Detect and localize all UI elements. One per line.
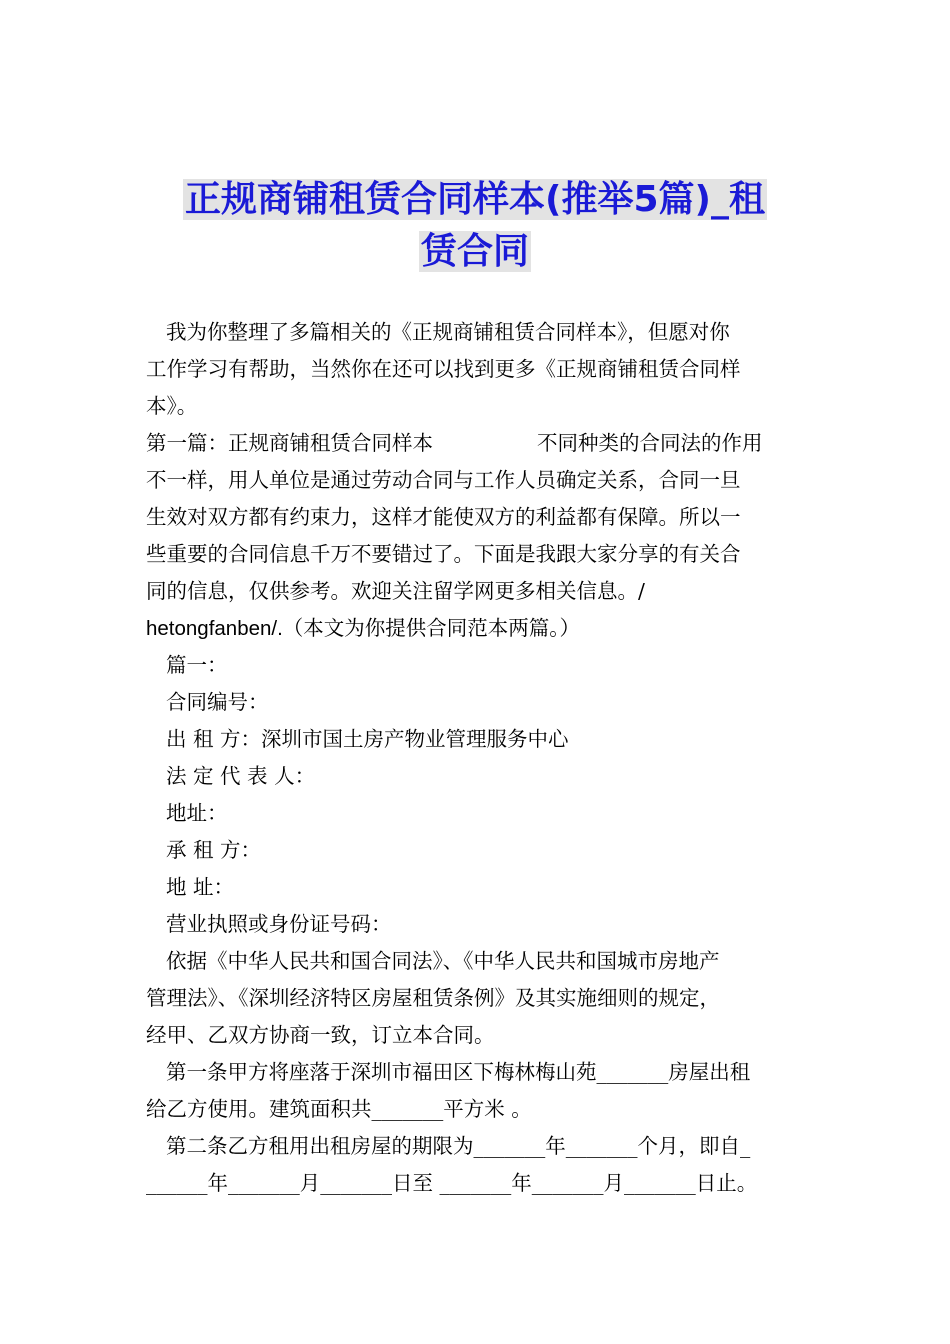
- paragraph-line: 同的信息，仅供参考。欢迎关注留学网更多相关信息。/: [146, 579, 645, 603]
- contract-number: 合同编号：: [166, 690, 269, 714]
- first-article-text: 不同种类的合同法的作用: [537, 431, 763, 455]
- article-1-line: 给乙方使用。建筑面积共_______平方米 。: [146, 1097, 532, 1121]
- basis-line: 经甲、乙双方协商一致，订立本合同。: [146, 1023, 495, 1047]
- address-field: 地 址：: [166, 875, 235, 899]
- intro-line: 本》。: [146, 394, 198, 418]
- link-text: hetongfanben/.: [146, 617, 283, 640]
- basis-line: 管理法》、《深圳经济特区房屋租赁条例》及其实施细则的规定，: [146, 986, 720, 1010]
- intro-line: 工作学习有帮助，当然你在还可以找到更多《正规商铺租赁合同样: [146, 357, 741, 381]
- legal-representative-field: 法 定 代 表 人：: [166, 764, 316, 788]
- paragraph-line: 些重要的合同信息千万不要错过了。下面是我跟大家分享的有关合: [146, 542, 741, 566]
- paragraph-line: [146, 610, 806, 647]
- license-field: 营业执照或身份证号码：: [166, 912, 392, 936]
- basis-line: 依据《中华人民共和国合同法》、《中华人民共和国城市房地产: [166, 949, 720, 973]
- intro-line: 我为你整理了多篇相关的《正规商铺租赁合同样本》，但愿对你: [166, 320, 730, 344]
- document-body: [146, 314, 806, 1202]
- address-field: 地址：: [166, 801, 228, 825]
- article-2-line: 第二条乙方租用出租房屋的期限为_______年_______个月，即自_: [166, 1134, 751, 1158]
- article-2-line: ______年_______月_______日至 _______年_______月_______日止。: [146, 1171, 758, 1195]
- title-line-2: 赁合同: [420, 231, 529, 272]
- section-heading: 篇一：: [166, 653, 228, 677]
- article-1-line: 第一条甲方将座落于深圳市福田区下梅林梅山苑_______房屋出租: [166, 1060, 751, 1084]
- paragraph-text: （本文为你提供合同范本两篇。）: [282, 616, 581, 640]
- lessee-field: 承 租 方：: [166, 838, 262, 862]
- paragraph-line: 不一样，用人单位是通过劳动合同与工作人员确定关系，合同一旦: [146, 468, 741, 492]
- title-line-1: 正规商铺租赁合同样本(推举5篇)_租: [185, 179, 765, 220]
- lessor-field: 出 租 方：深圳市国土房产物业管理服务中心: [166, 727, 569, 751]
- first-article-line: [146, 425, 806, 462]
- document-title: [0, 174, 950, 278]
- first-article-heading: 第一篇：正规商铺租赁合同样本: [146, 431, 433, 455]
- paragraph-line: 生效对双方都有约束力，这样才能使双方的利益都有保障。所以一: [146, 505, 741, 529]
